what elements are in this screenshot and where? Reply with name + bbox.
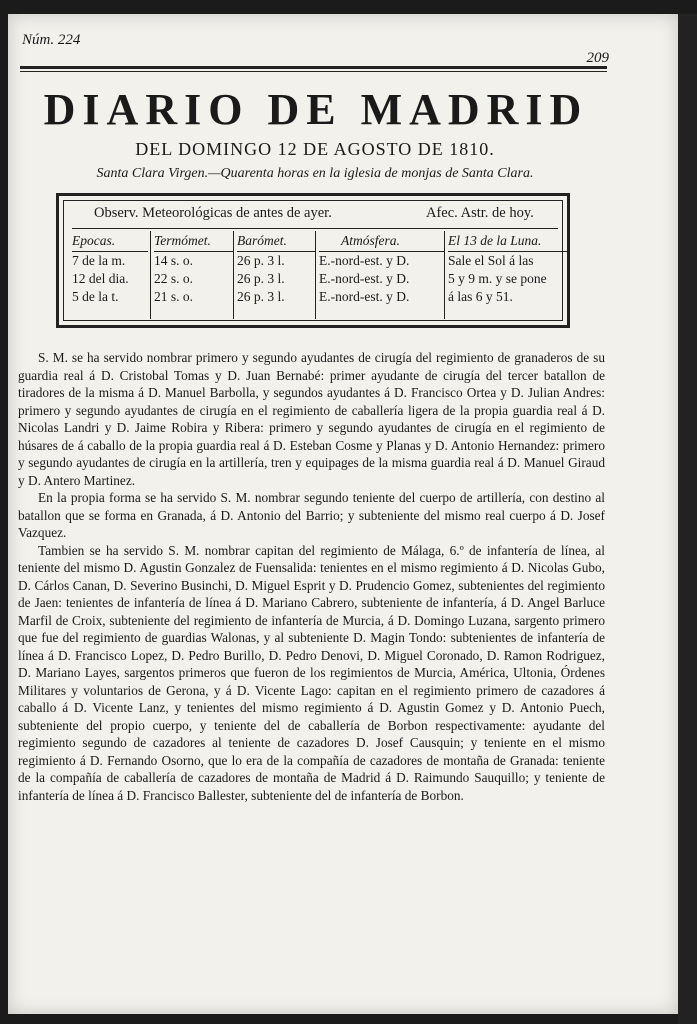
astro-line: Sale el Sol á las [448,253,534,268]
masthead-title: DIARIO DE MADRID [43,85,589,134]
saint-line: Santa Clara Virgen.—Quarenta horas en la iglesia de monjas de Santa Clara. [96,166,534,181]
header-rule-thin [20,71,607,72]
table-cell: 22 s. o. [154,271,194,286]
table-cell: 7 de la m. [72,253,126,268]
issue-number: Núm. 224 [22,32,81,48]
scan-edge [678,14,697,1024]
meteorology-heading-right: Afec. Astr. de hoy. [426,205,534,221]
meteorology-heading-rule [72,228,558,229]
table-cell: 26 p. 3 l. [237,253,285,268]
paragraph: S. M. se ha servido nombrar primero y segundo ayudantes de cirugía del regimiento de granaderos de su guardia real á D. Cristobal Tomas y D. Juan Bernabé: primer ayudante de cirugía del tercer batallon de tiradores de la misma á D. Manuel Barbolla, y segundos ayudantes á D. Francisco Ortea y D. Julian Andres: primero y segundo ayudantes de cirugía en el regimiento de caballería ligera de la propia guardia real á D. Nicolas Landri y D. Jaime Robira y Ribera: primero y segundo ayudantes de cirugía en el regimiento de húsares de á caballo de la propia guardia real á D. Esteban Cosme y Planas y D. Antonio Hernandez: primero y segundo ayudantes de cirugía en la artillería, tren y equipages de la misma guardia real á D. Manuel Giraud y D. Antero Martinez. [18,350,605,488]
table-cell: 14 s. o. [154,253,194,268]
column-epocas [72,231,148,319]
meteorology-box [56,193,570,328]
column-header: Atmósfera. [319,231,444,252]
table-cell: E.-nord-est. y D. [319,253,410,268]
meteorology-inner-frame [63,200,563,321]
table-cell: 26 p. 3 l. [237,271,285,286]
column-termometro [150,231,234,319]
column-astronomy [444,231,568,319]
table-cell: 12 del dia. [72,271,129,286]
page-number: 209 [586,50,609,66]
article-body [18,349,605,804]
paragraph: En la propia forma se ha servido S. M. nombrar segundo teniente del cuerpo de artillería, con destino al batallon que se forma en Granada, á D. Antonio del Barrio; y subteniente del mismo real cuerpo á D. Josef Vazquez. [18,490,605,540]
table-cell: 21 s. o. [154,289,194,304]
table-cell: 5 de la t. [72,289,119,304]
column-barometro [233,231,315,319]
astro-line: á las 6 y 51. [448,289,513,304]
date-line: DEL DOMINGO 12 DE AGOSTO DE 1810. [135,139,495,159]
column-header: Termómet. [154,231,234,252]
astro-line: 5 y 9 m. y se pone [448,271,547,286]
meteorology-table [72,231,558,321]
column-atmosfera [315,231,444,319]
table-cell: E.-nord-est. y D. [319,289,410,304]
meteorology-heading-left: Observ. Meteorológicas de antes de ayer. [94,205,332,221]
column-header: El 13 de la Luna. [448,231,568,252]
paragraph: Tambien se ha servido S. M. nombrar capitan del regimiento de Málaga, 6.º de infantería de línea, al teniente del mismo D. Agustin Gonzalez de Fuensalida: tenientes en el mismo regimiento á D. Nicolas Gubo, D. Cárlos Canan, D. Severino Businchi, D. Miguel Esprit y D. Prudencio Gomez, subtenientes del regimiento de Jaen: tenientes de infantería de línea á D. Mariano Cabrero, subteniente de infantería, á D. Angel Barluce Marfil de Croix, subteniente del regimiento de infantería de Murcia, á D. Domingo Luzana, sargento primero que fue del regimiento de guardias Walonas, y al subteniente D. Magin Tondo: subtenientes de infantería de línea á D. Francisco Lopez, D. Pedro Burillo, D. Pedro Denovi, D. Miguel Coronado, D. Ramon Rodriguez, D. Mariano Layes, sargentos primeros que fueron de los regimientos de Murcia, América, Ultonia, Órdenes Militares y voluntarios de Gerona, y á D. Vicente Lago: capitan en el regimiento primero de cazadores á caballo á D. Vicente Lanz, y tenientes del mismo regimiento á D. Agustin Gomez y D. Antonio Puech, subteniente del propio cuerpo, y teniente del de caballería de Borbon respectivamente: ayudante del regimiento segundo de cazadores al teniente de cazadores D. Josef Causquin; y teniente en el mismo regimiento á D. Fernando Osorno, que lo era de la compañía de cazadores de montaña de Granada: teniente de la compañía de caballería de cazadores de montaña de Madrid á D. Raimundo Sauquillo; y teniente de infantería de línea á D. Francisco Ballester, subteniente del de infantería de Borbon. [18,542,605,803]
table-cell: 26 p. 3 l. [237,289,285,304]
column-header: Barómet. [237,231,315,252]
header-rule [20,66,607,69]
column-header: Epocas. [72,231,148,252]
table-cell: E.-nord-est. y D. [319,271,410,286]
